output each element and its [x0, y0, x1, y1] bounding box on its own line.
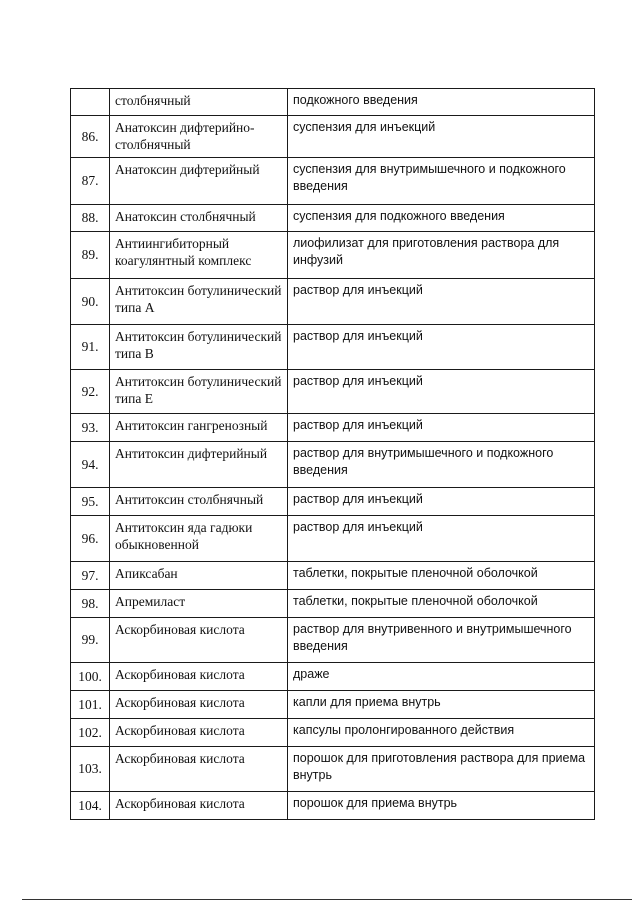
table-row [71, 158, 595, 205]
row-number: 96. [71, 516, 110, 562]
drug-name: Антиингибиторный коагулянтный комплекс [110, 232, 288, 279]
row-number: 104. [71, 792, 110, 820]
row-number: 88. [71, 205, 110, 232]
drug-name: Апиксабан [110, 562, 288, 590]
drug-name: Анатоксин дифтерийный [110, 158, 288, 205]
row-number: 90. [71, 279, 110, 325]
dosage-form: порошок для приема внутрь [288, 792, 595, 820]
drug-name: Аскорбиновая кислота [110, 618, 288, 663]
table-row [71, 116, 595, 158]
drug-name: Антитоксин гангренозный [110, 414, 288, 442]
row-number: 94. [71, 442, 110, 488]
row-number: 103. [71, 747, 110, 792]
drug-name: Антитоксин дифтерийный [110, 442, 288, 488]
dosage-form: раствор для инъекций [288, 370, 595, 414]
dosage-form: таблетки, покрытые пленочной оболочкой [288, 562, 595, 590]
row-number: 93. [71, 414, 110, 442]
dosage-form: драже [288, 663, 595, 691]
row-number: 95. [71, 488, 110, 516]
table-row [71, 370, 595, 414]
drug-name: Аскорбиновая кислота [110, 719, 288, 747]
medication-table [70, 88, 595, 820]
drug-name: столбнячный [110, 89, 288, 116]
drug-name: Аскорбиновая кислота [110, 792, 288, 820]
dosage-form: суспензия для инъекций [288, 116, 595, 158]
table-row [71, 232, 595, 279]
dosage-form: подкожного введения [288, 89, 595, 116]
row-number: 97. [71, 562, 110, 590]
dosage-form: раствор для внутривенного и внутримышечного введения [288, 618, 595, 663]
row-number: 99. [71, 618, 110, 663]
row-number: 92. [71, 370, 110, 414]
dosage-form: таблетки, покрытые пленочной оболочкой [288, 590, 595, 618]
drug-name: Анатоксин столбнячный [110, 205, 288, 232]
dosage-form: раствор для инъекций [288, 488, 595, 516]
table-row [71, 792, 595, 820]
dosage-form: раствор для инъекций [288, 414, 595, 442]
table-row [71, 663, 595, 691]
row-number: 100. [71, 663, 110, 691]
table-row [71, 488, 595, 516]
dosage-form: суспензия для внутримышечного и подкожного введения [288, 158, 595, 205]
drug-name: Антитоксин ботулинический типа В [110, 325, 288, 370]
table-row [71, 325, 595, 370]
drug-name: Антитоксин ботулинический типа Е [110, 370, 288, 414]
drug-name: Аскорбиновая кислота [110, 663, 288, 691]
dosage-form: лиофилизат для приготовления раствора для инфузий [288, 232, 595, 279]
dosage-form: раствор для инъекций [288, 325, 595, 370]
dosage-form: раствор для внутримышечного и подкожного введения [288, 442, 595, 488]
medication-table-body [71, 89, 595, 820]
row-number: 86. [71, 116, 110, 158]
row-number: 101. [71, 691, 110, 719]
page-bottom-rule [22, 899, 632, 900]
row-number: 89. [71, 232, 110, 279]
dosage-form: суспензия для подкожного введения [288, 205, 595, 232]
dosage-form: раствор для инъекций [288, 279, 595, 325]
dosage-form: капли для приема внутрь [288, 691, 595, 719]
row-number: 87. [71, 158, 110, 205]
table-row [71, 747, 595, 792]
table-row [71, 618, 595, 663]
drug-name: Анатоксин дифтерийно-столбнячный [110, 116, 288, 158]
drug-name: Антитоксин яда гадюки обыкновенной [110, 516, 288, 562]
dosage-form: порошок для приготовления раствора для приема внутрь [288, 747, 595, 792]
table-row [71, 89, 595, 116]
table-row [71, 691, 595, 719]
drug-name: Антитоксин ботулинический типа А [110, 279, 288, 325]
table-row [71, 442, 595, 488]
table-row [71, 719, 595, 747]
row-number: 102. [71, 719, 110, 747]
drug-name: Аскорбиновая кислота [110, 691, 288, 719]
row-number: 91. [71, 325, 110, 370]
table-row [71, 562, 595, 590]
table-row [71, 516, 595, 562]
drug-name: Аскорбиновая кислота [110, 747, 288, 792]
table-row [71, 279, 595, 325]
row-number: 98. [71, 590, 110, 618]
table-row [71, 590, 595, 618]
table-row [71, 205, 595, 232]
drug-name: Антитоксин столбнячный [110, 488, 288, 516]
table-row [71, 414, 595, 442]
drug-name: Апремиласт [110, 590, 288, 618]
row-number [71, 89, 110, 116]
dosage-form: капсулы пролонгированного действия [288, 719, 595, 747]
dosage-form: раствор для инъекций [288, 516, 595, 562]
